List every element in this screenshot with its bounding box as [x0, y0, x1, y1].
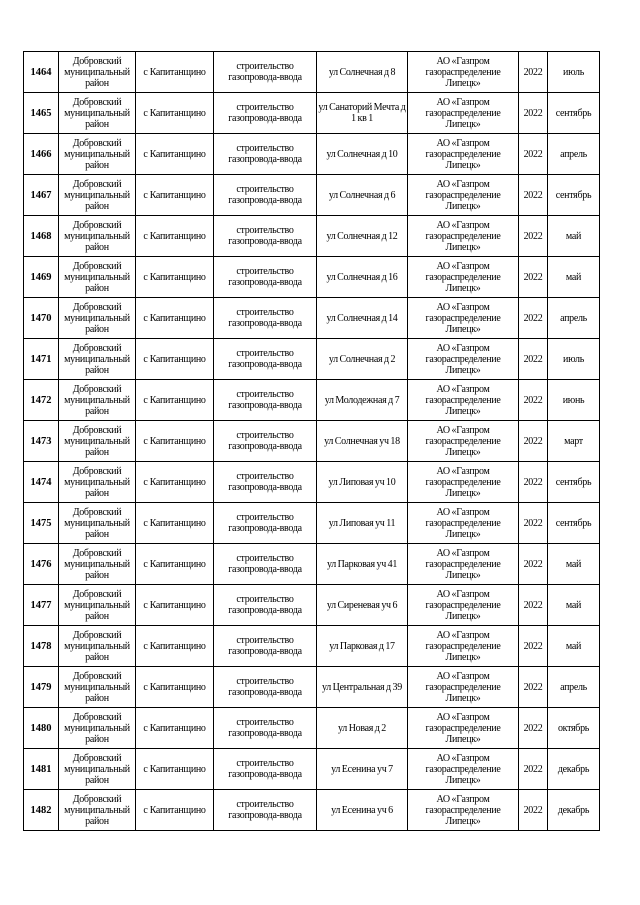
work-type-cell: строительство газопровода-ввода: [214, 175, 317, 216]
district-cell: Добровский муниципальный район: [59, 257, 136, 298]
month-cell: апрель: [548, 667, 600, 708]
table-row: [24, 667, 600, 708]
row-number-cell: 1470: [24, 298, 59, 339]
row-number-cell: 1479: [24, 667, 59, 708]
organization-cell: АО «Газпром газораспределение Липецк»: [408, 257, 519, 298]
year-cell: 2022: [519, 462, 548, 503]
month-cell: апрель: [548, 298, 600, 339]
address-cell: ул Новая д 2: [317, 708, 408, 749]
year-cell: 2022: [519, 52, 548, 93]
organization-cell: АО «Газпром газораспределение Липецк»: [408, 708, 519, 749]
address-cell: ул Солнечная д 16: [317, 257, 408, 298]
row-number-cell: 1480: [24, 708, 59, 749]
work-type-cell: строительство газопровода-ввода: [214, 585, 317, 626]
table-row: [24, 544, 600, 585]
locality-cell: с Капитанщино: [136, 257, 214, 298]
table-row: [24, 134, 600, 175]
month-cell: июль: [548, 339, 600, 380]
locality-cell: с Капитанщино: [136, 667, 214, 708]
year-cell: 2022: [519, 626, 548, 667]
address-cell: ул Есенина уч 7: [317, 749, 408, 790]
row-number-cell: 1466: [24, 134, 59, 175]
district-cell: Добровский муниципальный район: [59, 585, 136, 626]
locality-cell: с Капитанщино: [136, 175, 214, 216]
month-cell: май: [548, 585, 600, 626]
month-cell: май: [548, 626, 600, 667]
year-cell: 2022: [519, 380, 548, 421]
district-cell: Добровский муниципальный район: [59, 134, 136, 175]
table-body: [24, 52, 600, 831]
work-type-cell: строительство газопровода-ввода: [214, 462, 317, 503]
year-cell: 2022: [519, 421, 548, 462]
row-number-cell: 1468: [24, 216, 59, 257]
row-number-cell: 1477: [24, 585, 59, 626]
row-number-cell: 1465: [24, 93, 59, 134]
district-cell: Добровский муниципальный район: [59, 175, 136, 216]
district-cell: Добровский муниципальный район: [59, 380, 136, 421]
year-cell: 2022: [519, 667, 548, 708]
locality-cell: с Капитанщино: [136, 216, 214, 257]
district-cell: Добровский муниципальный район: [59, 93, 136, 134]
organization-cell: АО «Газпром газораспределение Липецк»: [408, 462, 519, 503]
year-cell: 2022: [519, 585, 548, 626]
address-cell: ул Санаторий Мечта д 1 кв 1: [317, 93, 408, 134]
month-cell: сентябрь: [548, 93, 600, 134]
month-cell: май: [548, 544, 600, 585]
locality-cell: с Капитанщино: [136, 708, 214, 749]
year-cell: 2022: [519, 93, 548, 134]
address-cell: ул Солнечная уч 18: [317, 421, 408, 462]
organization-cell: АО «Газпром газораспределение Липецк»: [408, 93, 519, 134]
organization-cell: АО «Газпром газораспределение Липецк»: [408, 667, 519, 708]
year-cell: 2022: [519, 257, 548, 298]
work-type-cell: строительство газопровода-ввода: [214, 626, 317, 667]
district-cell: Добровский муниципальный район: [59, 462, 136, 503]
table-row: [24, 93, 600, 134]
table-row: [24, 626, 600, 667]
row-number-cell: 1471: [24, 339, 59, 380]
table-row: [24, 175, 600, 216]
row-number-cell: 1467: [24, 175, 59, 216]
work-type-cell: строительство газопровода-ввода: [214, 298, 317, 339]
year-cell: 2022: [519, 216, 548, 257]
table-row: [24, 380, 600, 421]
organization-cell: АО «Газпром газораспределение Липецк»: [408, 790, 519, 831]
address-cell: ул Липовая уч 11: [317, 503, 408, 544]
row-number-cell: 1473: [24, 421, 59, 462]
address-cell: ул Солнечная д 8: [317, 52, 408, 93]
organization-cell: АО «Газпром газораспределение Липецк»: [408, 626, 519, 667]
table-row: [24, 298, 600, 339]
organization-cell: АО «Газпром газораспределение Липецк»: [408, 421, 519, 462]
locality-cell: с Капитанщино: [136, 93, 214, 134]
work-type-cell: строительство газопровода-ввода: [214, 421, 317, 462]
address-cell: ул Сиреневая уч 6: [317, 585, 408, 626]
month-cell: октябрь: [548, 708, 600, 749]
address-cell: ул Парковая уч 41: [317, 544, 408, 585]
table-row: [24, 257, 600, 298]
organization-cell: АО «Газпром газораспределение Липецк»: [408, 585, 519, 626]
work-type-cell: строительство газопровода-ввода: [214, 52, 317, 93]
month-cell: май: [548, 216, 600, 257]
locality-cell: с Капитанщино: [136, 585, 214, 626]
table-row: [24, 421, 600, 462]
month-cell: сентябрь: [548, 503, 600, 544]
locality-cell: с Капитанщино: [136, 421, 214, 462]
gasification-schedule-table: [23, 51, 600, 831]
row-number-cell: 1481: [24, 749, 59, 790]
row-number-cell: 1469: [24, 257, 59, 298]
organization-cell: АО «Газпром газораспределение Липецк»: [408, 544, 519, 585]
district-cell: Добровский муниципальный район: [59, 544, 136, 585]
organization-cell: АО «Газпром газораспределение Липецк»: [408, 380, 519, 421]
organization-cell: АО «Газпром газораспределение Липецк»: [408, 134, 519, 175]
table-row: [24, 790, 600, 831]
locality-cell: с Капитанщино: [136, 462, 214, 503]
district-cell: Добровский муниципальный район: [59, 708, 136, 749]
table-row: [24, 749, 600, 790]
district-cell: Добровский муниципальный район: [59, 626, 136, 667]
month-cell: декабрь: [548, 790, 600, 831]
work-type-cell: строительство газопровода-ввода: [214, 749, 317, 790]
month-cell: март: [548, 421, 600, 462]
row-number-cell: 1482: [24, 790, 59, 831]
locality-cell: с Капитанщино: [136, 380, 214, 421]
organization-cell: АО «Газпром газораспределение Липецк»: [408, 52, 519, 93]
year-cell: 2022: [519, 790, 548, 831]
locality-cell: с Капитанщино: [136, 503, 214, 544]
organization-cell: АО «Газпром газораспределение Липецк»: [408, 503, 519, 544]
month-cell: апрель: [548, 134, 600, 175]
address-cell: ул Солнечная д 12: [317, 216, 408, 257]
row-number-cell: 1464: [24, 52, 59, 93]
locality-cell: с Капитанщино: [136, 749, 214, 790]
row-number-cell: 1478: [24, 626, 59, 667]
district-cell: Добровский муниципальный район: [59, 421, 136, 462]
month-cell: декабрь: [548, 749, 600, 790]
work-type-cell: строительство газопровода-ввода: [214, 503, 317, 544]
work-type-cell: строительство газопровода-ввода: [214, 339, 317, 380]
year-cell: 2022: [519, 503, 548, 544]
district-cell: Добровский муниципальный район: [59, 298, 136, 339]
year-cell: 2022: [519, 298, 548, 339]
district-cell: Добровский муниципальный район: [59, 339, 136, 380]
table-row: [24, 462, 600, 503]
locality-cell: с Капитанщино: [136, 626, 214, 667]
locality-cell: с Капитанщино: [136, 134, 214, 175]
address-cell: ул Солнечная д 14: [317, 298, 408, 339]
address-cell: ул Есенина уч 6: [317, 790, 408, 831]
table-row: [24, 52, 600, 93]
organization-cell: АО «Газпром газораспределение Липецк»: [408, 298, 519, 339]
row-number-cell: 1474: [24, 462, 59, 503]
address-cell: ул Солнечная д 2: [317, 339, 408, 380]
work-type-cell: строительство газопровода-ввода: [214, 544, 317, 585]
locality-cell: с Капитанщино: [136, 339, 214, 380]
address-cell: ул Липовая уч 10: [317, 462, 408, 503]
row-number-cell: 1475: [24, 503, 59, 544]
month-cell: сентябрь: [548, 462, 600, 503]
address-cell: ул Молодежная д 7: [317, 380, 408, 421]
work-type-cell: строительство газопровода-ввода: [214, 790, 317, 831]
month-cell: сентябрь: [548, 175, 600, 216]
district-cell: Добровский муниципальный район: [59, 749, 136, 790]
month-cell: июнь: [548, 380, 600, 421]
year-cell: 2022: [519, 749, 548, 790]
work-type-cell: строительство газопровода-ввода: [214, 216, 317, 257]
locality-cell: с Капитанщино: [136, 790, 214, 831]
row-number-cell: 1472: [24, 380, 59, 421]
address-cell: ул Парковая д 17: [317, 626, 408, 667]
organization-cell: АО «Газпром газораспределение Липецк»: [408, 216, 519, 257]
work-type-cell: строительство газопровода-ввода: [214, 93, 317, 134]
month-cell: июль: [548, 52, 600, 93]
district-cell: Добровский муниципальный район: [59, 667, 136, 708]
table-row: [24, 339, 600, 380]
year-cell: 2022: [519, 134, 548, 175]
year-cell: 2022: [519, 175, 548, 216]
table-row: [24, 585, 600, 626]
address-cell: ул Солнечная д 6: [317, 175, 408, 216]
year-cell: 2022: [519, 544, 548, 585]
table-row: [24, 503, 600, 544]
organization-cell: АО «Газпром газораспределение Липецк»: [408, 175, 519, 216]
district-cell: Добровский муниципальный район: [59, 216, 136, 257]
locality-cell: с Капитанщино: [136, 298, 214, 339]
year-cell: 2022: [519, 339, 548, 380]
month-cell: май: [548, 257, 600, 298]
work-type-cell: строительство газопровода-ввода: [214, 257, 317, 298]
organization-cell: АО «Газпром газораспределение Липецк»: [408, 339, 519, 380]
table-row: [24, 216, 600, 257]
locality-cell: с Капитанщино: [136, 52, 214, 93]
work-type-cell: строительство газопровода-ввода: [214, 134, 317, 175]
locality-cell: с Капитанщино: [136, 544, 214, 585]
district-cell: Добровский муниципальный район: [59, 503, 136, 544]
organization-cell: АО «Газпром газораспределение Липецк»: [408, 749, 519, 790]
district-cell: Добровский муниципальный район: [59, 52, 136, 93]
document-page: [23, 51, 600, 831]
address-cell: ул Центральная д 39: [317, 667, 408, 708]
table-row: [24, 708, 600, 749]
work-type-cell: строительство газопровода-ввода: [214, 708, 317, 749]
year-cell: 2022: [519, 708, 548, 749]
district-cell: Добровский муниципальный район: [59, 790, 136, 831]
work-type-cell: строительство газопровода-ввода: [214, 667, 317, 708]
row-number-cell: 1476: [24, 544, 59, 585]
work-type-cell: строительство газопровода-ввода: [214, 380, 317, 421]
address-cell: ул Солнечная д 10: [317, 134, 408, 175]
